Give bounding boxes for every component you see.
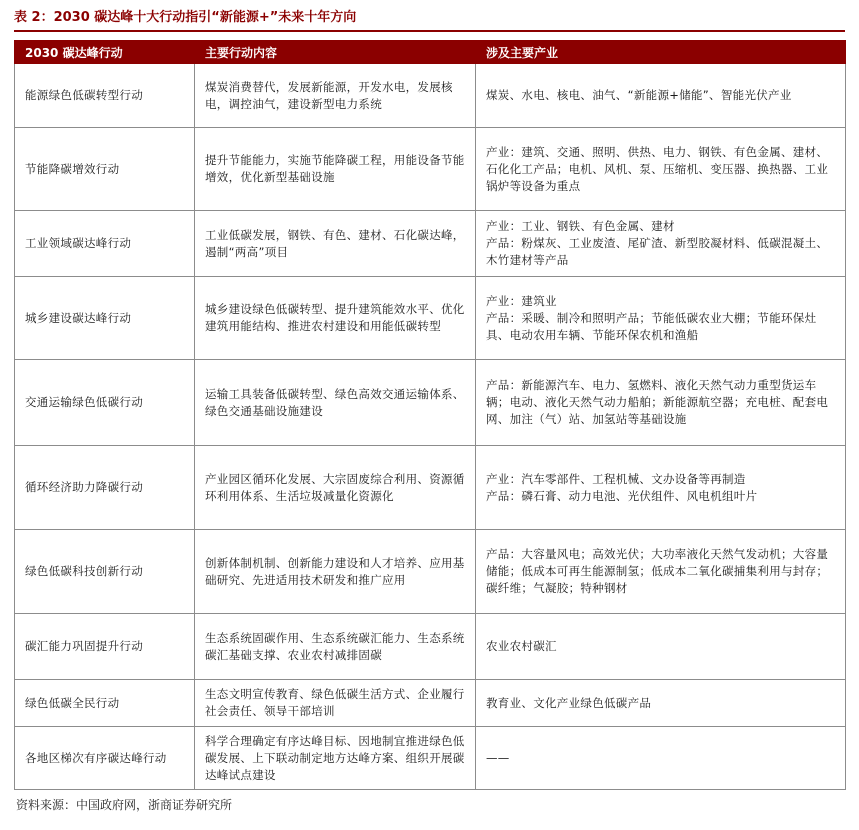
action-content: 生态文明宣传教育、绿色低碳生活方式、企业履行社会责任、领导干部培训 xyxy=(195,680,476,727)
action-content: 创新体制机制、创新能力建设和人才培养、应用基础研究、先进适用技术研发和推广应用 xyxy=(195,530,476,614)
action-industry: 教育业、文化产业绿色低碳产品 xyxy=(476,680,846,727)
header-action: 2030 碳达峰行动 xyxy=(15,41,195,64)
action-name: 交通运输绿色低碳行动 xyxy=(15,360,195,446)
action-industry: 产业：建筑业 产品：采暖、制冷和照明产品；节能低碳农业大棚；节能环保灶具、电动农用车辆、节能环保农机和渔船 xyxy=(476,277,846,360)
action-content: 城乡建设绿色低碳转型、提升建筑能效水平、优化建筑用能结构、推进农村建设和用能低碳转型 xyxy=(195,277,476,360)
table-row xyxy=(15,360,846,446)
action-industry: 产品：大容量风电；高效光伏；大功率液化天然气发动机；大容量储能；低成本可再生能源制氢；低成本二氧化碳捕集利用与封存；碳纤维；气凝胶；特种钢材 xyxy=(476,530,846,614)
action-table xyxy=(14,40,846,790)
table-row xyxy=(15,614,846,680)
table-row xyxy=(15,277,846,360)
header-content: 主要行动内容 xyxy=(195,41,476,64)
table-row xyxy=(15,128,846,211)
table-row xyxy=(15,446,846,530)
header-industry: 涉及主要产业 xyxy=(476,41,846,64)
action-content: 生态系统固碳作用、生态系统碳汇能力、生态系统碳汇基础支撑、农业农村减排固碳 xyxy=(195,614,476,680)
action-content: 产业园区循环化发展、大宗固废综合利用、资源循环利用体系、生活垃圾减量化资源化 xyxy=(195,446,476,530)
action-name: 绿色低碳科技创新行动 xyxy=(15,530,195,614)
action-industry: 产业：工业、钢铁、有色金属、建材 产品：粉煤灰、工业废渣、尾矿渣、新型胶凝材料、低碳混凝土、木竹建材等产品 xyxy=(476,211,846,277)
action-industry: 产业：建筑、交通、照明、供热、电力、钢铁、有色金属、建材、石化化工产品；电机、风机、泵、压缩机、变压器、换热器、工业锅炉等设备为重点 xyxy=(476,128,846,211)
action-name: 碳汇能力巩固提升行动 xyxy=(15,614,195,680)
action-name: 绿色低碳全民行动 xyxy=(15,680,195,727)
source-note: 资料来源：中国政府网，浙商证券研究所 xyxy=(16,798,233,812)
table-row xyxy=(15,64,846,128)
action-name: 能源绿色低碳转型行动 xyxy=(15,64,195,128)
action-content: 煤炭消费替代，发展新能源，开发水电，发展核电，调控油气，建设新型电力系统 xyxy=(195,64,476,128)
action-content: 科学合理确定有序达峰目标、因地制宜推进绿色低碳发展、上下联动制定地方达峰方案、组织开展碳达峰试点建设 xyxy=(195,727,476,790)
action-industry: 产业：汽车零部件、工程机械、文办设备等再制造 产品：磷石膏、动力电池、光伏组件、风电机组叶片 xyxy=(476,446,846,530)
action-content: 提升节能能力，实施节能降碳工程，用能设备节能增效，优化新型基础设施 xyxy=(195,128,476,211)
action-name: 循环经济助力降碳行动 xyxy=(15,446,195,530)
table-row xyxy=(15,727,846,790)
action-industry: 煤炭、水电、核电、油气、“新能源+储能”、智能光伏产业 xyxy=(476,64,846,128)
table-row xyxy=(15,530,846,614)
table-caption: 表 2：2030 碳达峰十大行动指引“新能源+”未来十年方向 xyxy=(14,6,845,32)
header-row xyxy=(15,41,846,64)
action-name: 工业领域碳达峰行动 xyxy=(15,211,195,277)
action-content: 工业低碳发展，钢铁、有色、建材、石化碳达峰，遏制“两高”项目 xyxy=(195,211,476,277)
table-row xyxy=(15,680,846,727)
action-name: 各地区梯次有序碳达峰行动 xyxy=(15,727,195,790)
action-industry: 产品：新能源汽车、电力、氢燃料、液化天然气动力重型货运车辆；电动、液化天然气动力船舶；新能源航空器；充电桩、配套电网、加注（气）站、加氢站等基础设施 xyxy=(476,360,846,446)
action-content: 运输工具装备低碳转型、绿色高效交通运输体系、绿色交通基础设施建设 xyxy=(195,360,476,446)
action-name: 城乡建设碳达峰行动 xyxy=(15,277,195,360)
action-industry: —— xyxy=(476,727,846,790)
action-industry: 农业农村碳汇 xyxy=(476,614,846,680)
table-row xyxy=(15,211,846,277)
action-name: 节能降碳增效行动 xyxy=(15,128,195,211)
